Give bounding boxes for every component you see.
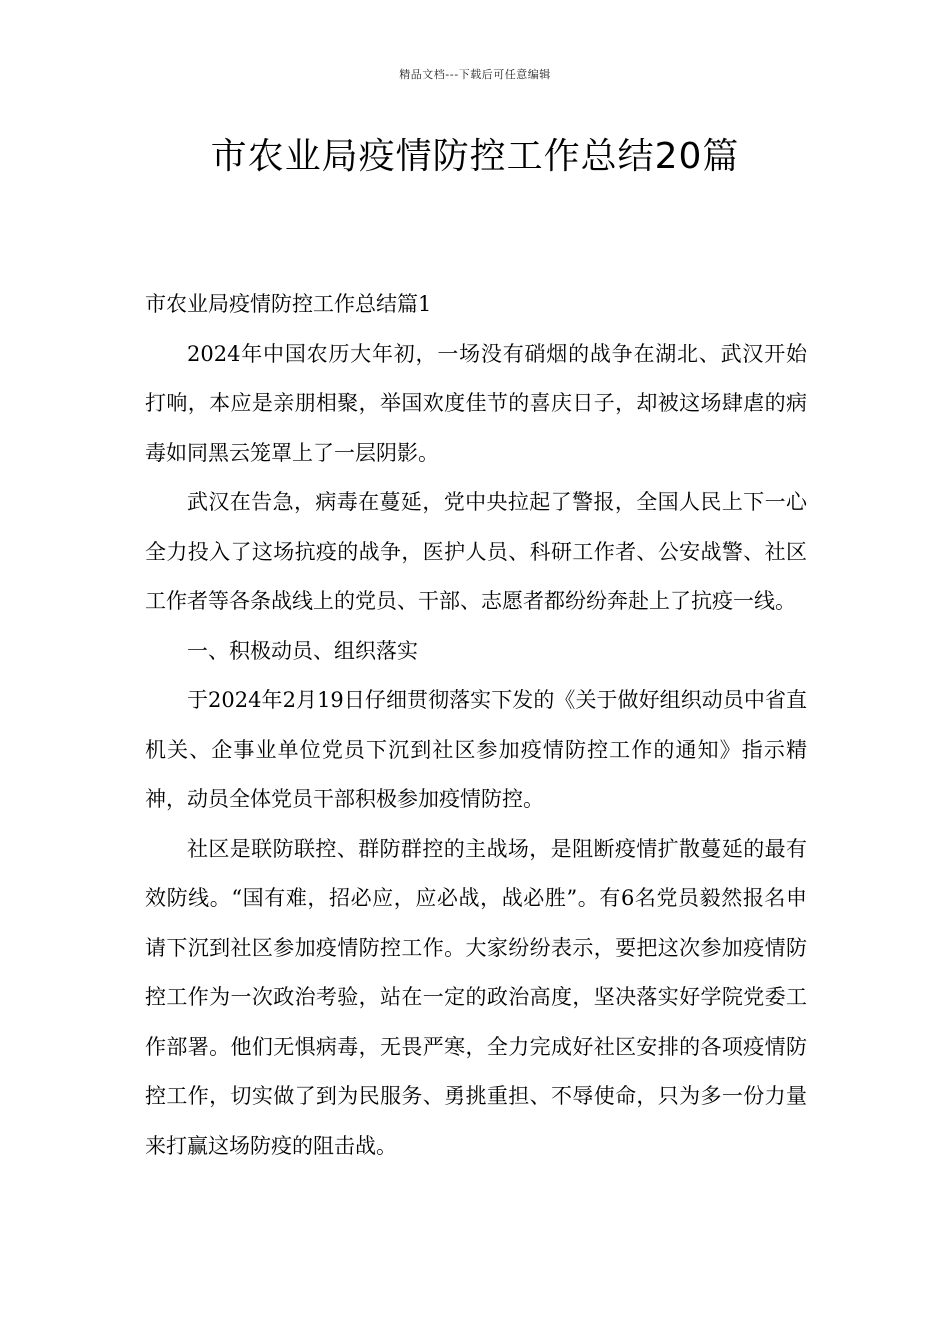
subheading-1: 一、积极动员、组织落实 — [187, 638, 418, 663]
document-body — [145, 280, 807, 1171]
paragraph-3: 于2024年2月19日仔细贯彻落实下发的《关于做好组织动员中省直机关、企事业单位党员下沉到社区参加疫情防控工作的通知》指示精神，动员全体党员干部积极参加疫情防控。 — [145, 688, 807, 811]
paragraph-2: 武汉在告急，病毒在蔓延，党中央拉起了警报，全国人民上下一心全力投入了这场抗疫的战争，医护人员、科研工作者、公安战警、社区工作者等各条战线上的党员、干部、志愿者都纷纷奔赴上了抗疫一线。 — [145, 490, 807, 613]
document-title: 市农业局疫情防控工作总结20篇 — [210, 136, 740, 177]
section-title: 市农业局疫情防控工作总结篇1 — [145, 292, 432, 316]
paragraph-4: 社区是联防联控、群防群控的主战场，是阻断疫情扩散蔓延的最有效防线。“国有难，招必应，应必战，战必胜”。有6名党员毅然报名申请下沉到社区参加疫情防控工作。大家纷纷表示，要把这次参加疫情防控工作为一次政治考验，站在一定的政治高度，坚决落实好学院党委工作部署。他们无惧病毒，无畏严寒，全力完成好社区安排的各项疫情防控工作，切实做了到为民服务、勇挑重担、不辱使命，只为多一份力量来打赢这场防疫的阻击战。 — [145, 836, 807, 1158]
paragraph-1: 2024年中国农历大年初，一场没有硝烟的战争在湖北、武汉开始打响，本应是亲朋相聚，举国欢度佳节的喜庆日子，却被这场肆虐的病毒如同黑云笼罩上了一层阴影。 — [145, 341, 807, 465]
running-header: 精品文档---下载后可任意编辑 — [399, 68, 551, 81]
